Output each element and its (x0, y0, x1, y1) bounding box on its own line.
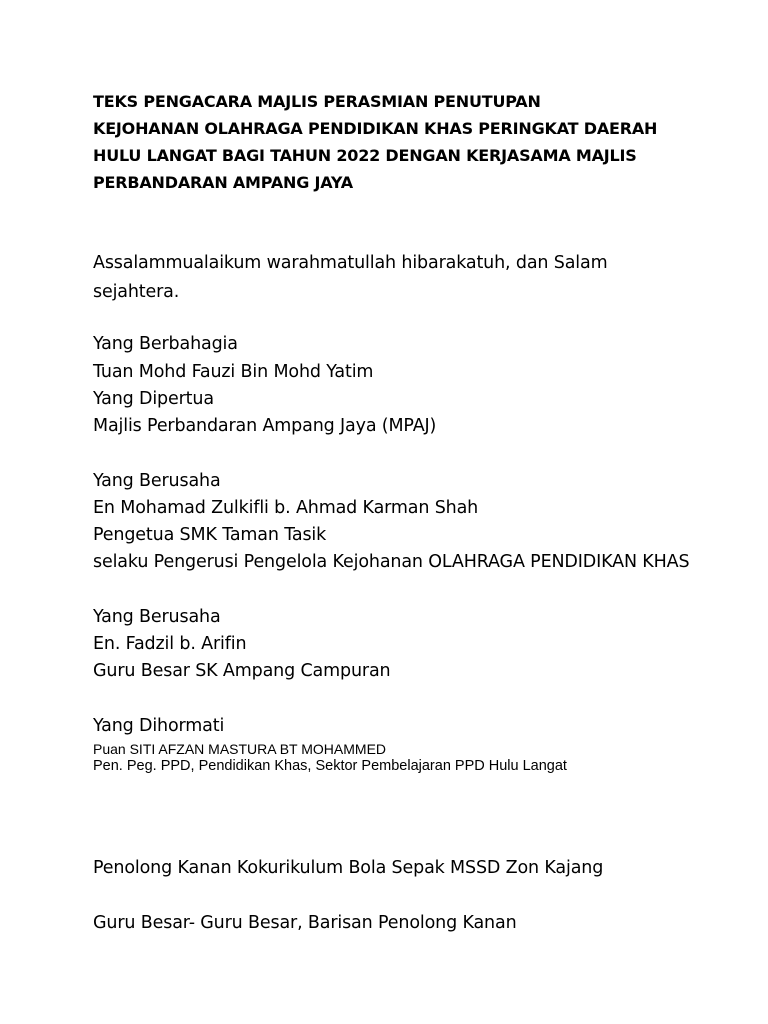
greeting-line: Assalammualaikum warahmatullah hibarakatuh, dan Salam (93, 253, 608, 273)
greeting-line: sejahtera. (93, 282, 180, 302)
title-line: KEJOHANAN OLAHRAGA PENDIDIKAN KHAS PERINGKAT DAERAH (93, 119, 658, 138)
dignitary-2-name: En Mohamad Zulkifli b. Ahmad Karman Shah (93, 498, 479, 518)
dignitary-1-organisation: Majlis Perbandaran Ampang Jaya (MPAJ) (93, 416, 437, 436)
dignitary-3-name: En. Fadzil b. Arifin (93, 634, 247, 654)
dignitary-1-name: Tuan Mohd Fauzi Bin Mohd Yatim (93, 362, 374, 382)
dignitary-2-salutation: Yang Berusaha (93, 471, 221, 491)
other-attendee-line: Guru Besar- Guru Besar, Barisan Penolong Kanan (93, 913, 517, 933)
dignitary-4-salutation: Yang Dihormati (93, 716, 225, 736)
dignitary-1-salutation: Yang Berbahagia (93, 334, 238, 354)
dignitary-1-title: Yang Dipertua (93, 389, 214, 409)
other-attendee-line: Penolong Kanan Kokurikulum Bola Sepak MSSD Zon Kajang (93, 858, 604, 878)
dignitary-2-title: Pengetua SMK Taman Tasik (93, 525, 327, 545)
document-title (93, 88, 733, 196)
dignitary-3-title: Guru Besar SK Ampang Campuran (93, 661, 391, 681)
dignitary-3-salutation: Yang Berusaha (93, 607, 221, 627)
title-line: HULU LANGAT BAGI TAHUN 2022 DENGAN KERJASAMA MAJLIS (93, 146, 637, 165)
title-line: TEKS PENGACARA MAJLIS PERASMIAN PENUTUPAN (93, 92, 541, 111)
title-line: PERBANDARAN AMPANG JAYA (93, 173, 353, 192)
dignitary-4-name: Puan SITI AFZAN MASTURA BT MOHAMMED (93, 741, 387, 757)
dignitary-4-position: Pen. Peg. PPD, Pendidikan Khas, Sektor Pembelajaran PPD Hulu Langat (93, 758, 567, 774)
dignitary-2-role: selaku Pengerusi Pengelola Kejohanan OLAHRAGA PENDIDIKAN KHAS (93, 552, 690, 572)
